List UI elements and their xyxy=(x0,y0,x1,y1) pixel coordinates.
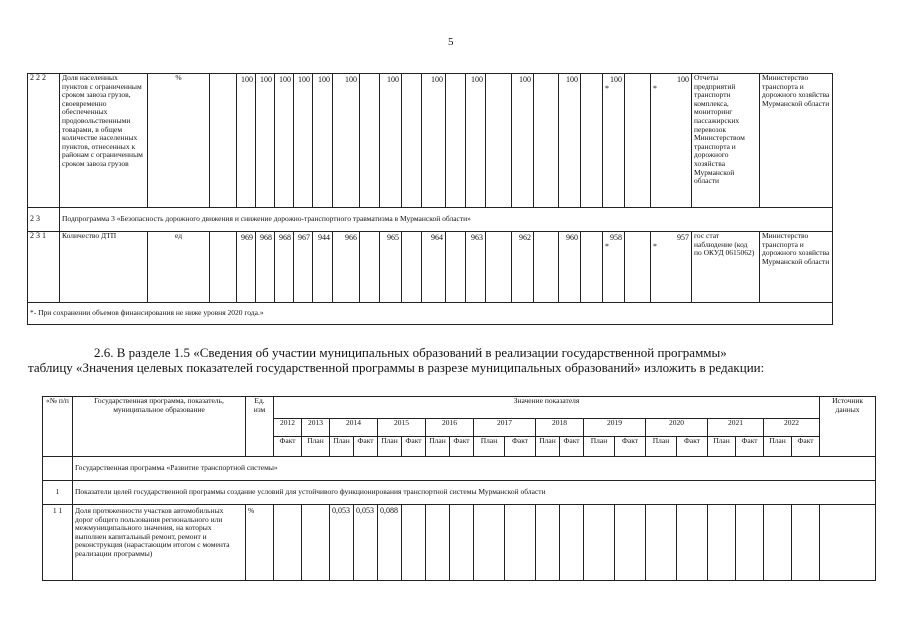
value-cell: 100 xyxy=(294,74,313,208)
value-cell xyxy=(651,232,692,303)
subheader-cell: План xyxy=(646,437,677,457)
year-header: 2018 xyxy=(536,419,584,437)
subheader-cell: Факт xyxy=(450,437,474,457)
spacer-cell xyxy=(210,232,237,303)
data-source-cell: Отчеты предприятий транспортн комплекса, мониторинг пассажирских перевозок Министерством транспорта и дорожного хозяйства Мурманской области xyxy=(692,74,760,208)
value-cell xyxy=(581,232,603,303)
value-cell: 967 xyxy=(294,232,313,303)
table-row xyxy=(28,208,833,232)
year-header: 2013 xyxy=(302,419,330,437)
indicator-name: Количество ДТП xyxy=(60,232,148,303)
value-cell: 100 xyxy=(275,74,294,208)
value-cell xyxy=(560,505,584,581)
footnote-star: * xyxy=(605,241,609,251)
empty-cell xyxy=(43,457,73,481)
value-cell: 100 xyxy=(313,74,333,208)
value-cell: 0,053 xyxy=(354,505,378,581)
value-cell xyxy=(274,505,302,581)
page-number: 5 xyxy=(448,36,454,48)
unit-cell: ед xyxy=(148,232,210,303)
value-cell xyxy=(536,505,560,581)
value-cell: 100 xyxy=(380,74,402,208)
row-code: 2 2 2 xyxy=(28,74,60,208)
table-header-row xyxy=(43,397,876,419)
value-cell: 100 xyxy=(256,74,275,208)
value-cell xyxy=(534,232,559,303)
value-cell: 100 xyxy=(422,74,446,208)
value-text: 958 xyxy=(610,233,622,242)
subheader-cell: План xyxy=(330,437,354,457)
paragraph-line: 2.6. В разделе 1.5 «Сведения об участии муниципальных образований в реализации государственной программы» xyxy=(94,345,727,360)
header-num: «№ п/п xyxy=(43,397,73,457)
table-row xyxy=(28,303,833,325)
value-cell xyxy=(651,74,692,208)
year-header: 2020 xyxy=(646,419,708,437)
table-row xyxy=(28,232,833,303)
value-cell xyxy=(581,74,603,208)
subheader-cell: План xyxy=(426,437,450,457)
value-cell: 962 xyxy=(512,232,534,303)
value-cell xyxy=(708,505,736,581)
subheader-cell: Факт xyxy=(274,437,302,457)
subheader-cell: План xyxy=(764,437,792,457)
goal-title: Показатели целей государственной программы создание условий для устойчивого функционирования транспортной системы Мурманской области xyxy=(73,481,876,505)
subprogram-title: Подпрограмма 3 «Безопасность дорожного движения и снижение дорожно-транспортного травматизма в Мурманской области» xyxy=(60,208,833,232)
subheader-cell: План xyxy=(378,437,402,457)
program-title: Государственная программа «Развитие транспортной системы» xyxy=(73,457,876,481)
indicators-table-continued xyxy=(27,73,833,325)
value-cell xyxy=(450,505,474,581)
table-row xyxy=(28,74,833,208)
row-code: 2 3 xyxy=(28,208,60,232)
value-cell xyxy=(736,505,764,581)
value-cell: 968 xyxy=(275,232,294,303)
indicator-name: Доля протяженности участков автомобильных дорог общего пользования регионального или межмуниципального значения, на которых выполнен капитальный ремонт, ремонт и реконструкция (нарастающим итогом с момента реализации программы) xyxy=(73,505,246,581)
header-name: Государственная программа, показатель, муниципальное образование xyxy=(73,397,246,457)
value-cell: 0,053 xyxy=(330,505,354,581)
value-cell xyxy=(615,505,646,581)
subheader-cell: Факт xyxy=(402,437,426,457)
value-cell xyxy=(402,232,422,303)
value-cell xyxy=(402,505,426,581)
source-cell xyxy=(820,505,876,581)
value-cell: 965 xyxy=(380,232,402,303)
value-cell xyxy=(646,505,677,581)
value-cell xyxy=(505,505,536,581)
year-header: 2016 xyxy=(426,419,474,437)
value-cell: 100 xyxy=(559,74,581,208)
unit-cell: % xyxy=(246,505,274,581)
subheader-cell: План xyxy=(302,437,330,457)
executor-cell: Министерство транспорта и дорожного хозяйства Мурманской области xyxy=(760,232,833,303)
paragraph-line: таблицу «Значения целевых показателей государственной программы в разрезе муниципальных образований» изложить в редакции: xyxy=(28,360,765,375)
amendment-paragraph xyxy=(28,345,854,375)
header-value: Значение показателя xyxy=(274,397,820,419)
subheader-cell: План xyxy=(536,437,560,457)
value-text: 100 xyxy=(677,75,689,84)
value-cell xyxy=(764,505,792,581)
value-cell: 968 xyxy=(256,232,275,303)
value-cell xyxy=(534,74,559,208)
value-cell xyxy=(584,505,615,581)
value-cell: 944 xyxy=(313,232,333,303)
value-cell: 100 xyxy=(237,74,256,208)
subheader-cell: Факт xyxy=(736,437,764,457)
value-cell xyxy=(446,232,466,303)
value-cell xyxy=(486,74,512,208)
year-header: 2015 xyxy=(378,419,426,437)
value-cell: 969 xyxy=(237,232,256,303)
year-header: 2014 xyxy=(330,419,378,437)
year-header: 2022 xyxy=(764,419,820,437)
value-cell: 964 xyxy=(422,232,446,303)
year-header: 2021 xyxy=(708,419,764,437)
subheader-cell: Факт xyxy=(792,437,820,457)
year-header: 2017 xyxy=(474,419,536,437)
value-cell: 0,088 xyxy=(378,505,402,581)
spacer-cell xyxy=(210,74,237,208)
value-cell: 100 xyxy=(466,74,486,208)
value-cell xyxy=(360,74,380,208)
footnote-star: * xyxy=(653,83,657,93)
header-source: Источник данных xyxy=(820,397,876,457)
value-text: 957 xyxy=(677,233,689,242)
value-cell xyxy=(603,232,625,303)
subheader-cell: План xyxy=(584,437,615,457)
value-cell: 100 xyxy=(512,74,534,208)
value-cell: 966 xyxy=(333,232,360,303)
subheader-cell: Факт xyxy=(354,437,378,457)
table-row xyxy=(43,481,876,505)
value-cell xyxy=(446,74,466,208)
subheader-cell: Факт xyxy=(615,437,646,457)
goal-num: 1 xyxy=(43,481,73,505)
row-num: 1 1 xyxy=(43,505,73,581)
value-cell xyxy=(677,505,708,581)
value-cell xyxy=(486,232,512,303)
value-text: 100 xyxy=(610,75,622,84)
value-cell xyxy=(360,232,380,303)
value-cell xyxy=(603,74,625,208)
value-cell xyxy=(792,505,820,581)
value-cell xyxy=(625,74,651,208)
header-unit: Ед. изм xyxy=(246,397,274,457)
value-cell: 963 xyxy=(466,232,486,303)
row-code: 2 3 1 xyxy=(28,232,60,303)
subheader-cell: План xyxy=(474,437,505,457)
subheader-cell: План xyxy=(708,437,736,457)
unit-cell: % xyxy=(148,74,210,208)
table-row xyxy=(43,457,876,481)
indicator-name: Доля населенных пунктов с ограниченным сроком завоза грузов, своевременно обеспеченных продовольственными товарами, в общем количестве населенных пунктов, отнесенных к районам с ограниченным сроком завоза грузов xyxy=(60,74,148,208)
value-cell xyxy=(426,505,450,581)
subheader-cell: Факт xyxy=(677,437,708,457)
footnote-star: * xyxy=(605,83,609,93)
year-header: 2012 xyxy=(274,419,302,437)
value-cell xyxy=(402,74,422,208)
year-header: 2019 xyxy=(584,419,646,437)
municipal-indicators-table xyxy=(42,396,876,581)
subheader-cell: Факт xyxy=(505,437,536,457)
data-source-cell: гос стат наблюдение (код по ОКУД 0615062) xyxy=(692,232,760,303)
executor-cell: Министерство транспорта и дорожного хозяйства Мурманской области xyxy=(760,74,833,208)
value-cell xyxy=(474,505,505,581)
value-cell: 960 xyxy=(559,232,581,303)
value-cell xyxy=(625,232,651,303)
footnote: *- При сохранении объемов финансирования не ниже уровня 2020 года.» xyxy=(28,303,833,325)
table-row xyxy=(43,505,876,581)
subheader-cell: Факт xyxy=(560,437,584,457)
value-cell xyxy=(302,505,330,581)
footnote-star: * xyxy=(653,241,657,251)
value-cell: 100 xyxy=(333,74,360,208)
